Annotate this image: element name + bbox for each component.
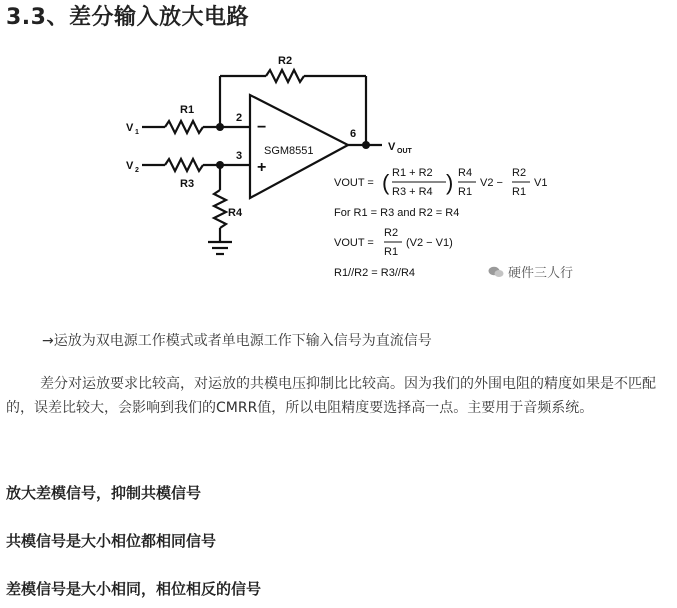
eq3-rhs: (V2 − V1) <box>406 237 453 249</box>
wechat-icon <box>488 266 504 278</box>
watermark <box>488 262 573 281</box>
eq3-den: R1 <box>384 246 399 258</box>
eq1-num: R1 + R2 <box>392 167 433 179</box>
eq1-v1: V1 <box>534 177 548 189</box>
label-r3: R3 <box>180 178 195 190</box>
label-v2-sub: 2 <box>135 167 139 174</box>
watermark-text: 硬件三人行 <box>508 266 574 281</box>
label-vout-sub: OUT <box>397 148 412 155</box>
eq1-r1b: R1 <box>512 186 527 198</box>
input-signal-note: →运放为双电源工作模式或者单电源工作下输入信号为直流信号 <box>42 333 432 349</box>
description-paragraph: 差分对运放要求比较高，对运放的共模电压抑制比比较高。因为我们的外围电阻的精度如果是不匹配的，误差比较大，会影响到我们的CMRR值，所以电阻精度要选择高一点。主要用于音频系统。 <box>6 376 656 416</box>
label-r2: R2 <box>278 55 293 67</box>
label-r1: R1 <box>180 104 195 116</box>
resistor-r2 <box>266 70 304 82</box>
label-r4: R4 <box>228 207 243 219</box>
resistor-r4 <box>214 190 226 228</box>
eq1-lhs: VOUT = <box>334 177 374 189</box>
eq2: For R1 = R3 and R2 = R4 <box>334 207 460 219</box>
label-v1: V <box>126 122 134 134</box>
label-v1-sub: 1 <box>135 129 139 136</box>
label-vout: V <box>388 141 396 153</box>
eq4: R1//R2 = R3//R4 <box>334 267 416 279</box>
bold-line-2: 共模信号是大小相位都相同信号 <box>6 532 217 550</box>
label-plus: + <box>257 159 267 176</box>
eq3-num: R2 <box>384 227 399 239</box>
resistor-r3 <box>165 159 203 171</box>
label-minus: − <box>257 119 267 136</box>
bold-line-1: 放大差模信号，抑制共模信号 <box>6 484 202 502</box>
eq3-lhs: VOUT = <box>334 237 374 249</box>
eq1-close-paren: ) <box>446 170 454 195</box>
eq1-r1: R1 <box>458 186 473 198</box>
label-chip: SGM8551 <box>264 145 314 157</box>
eq1-v2: V2 − <box>480 177 503 189</box>
label-pin6: 6 <box>350 128 357 140</box>
eq1-r4: R4 <box>458 167 473 179</box>
label-v2: V <box>126 160 134 172</box>
eq1-r2b: R2 <box>512 167 527 179</box>
section-title: 3.3、差分输入放大电路 <box>6 5 249 30</box>
resistor-r1 <box>165 121 203 133</box>
label-pin3: 3 <box>236 150 243 162</box>
circuit-labels <box>126 55 413 219</box>
label-pin2: 2 <box>236 112 243 124</box>
bold-line-3: 差模信号是大小相同，相位相反的信号 <box>6 580 262 598</box>
eq1-open-paren: ( <box>382 170 390 195</box>
eq1-den: R3 + R4 <box>392 186 433 198</box>
